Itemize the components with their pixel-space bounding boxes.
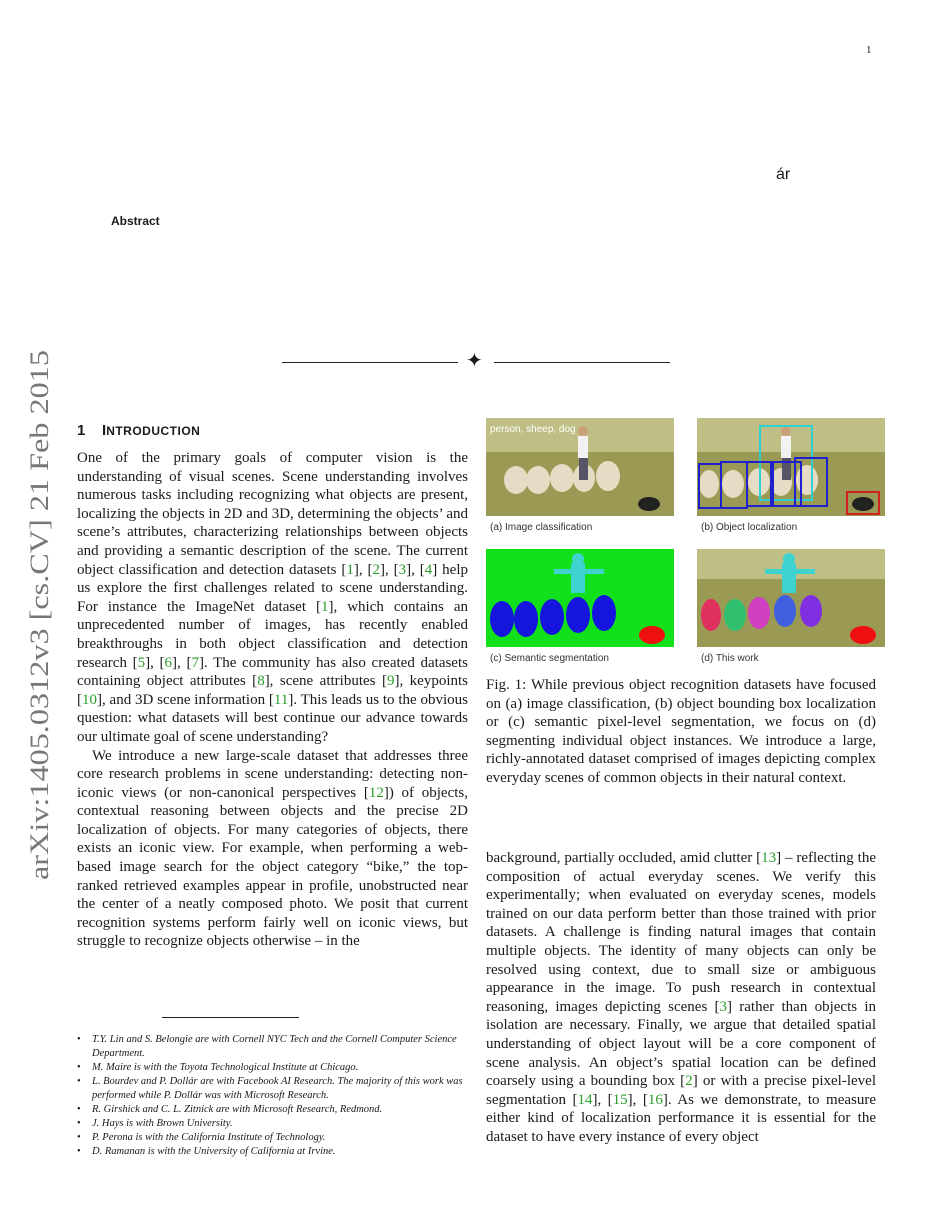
panel-label: (c) Semantic segmentation xyxy=(490,653,609,664)
figure-caption xyxy=(486,676,876,788)
citation-link[interactable]: 4 xyxy=(424,561,433,578)
citation-link[interactable]: 10 xyxy=(82,691,97,708)
footnote-item: • T.Y. Lin and S. Belongie are with Cornell NYC Tech and the Cornell Computer Science Department. xyxy=(77,1033,468,1061)
arxiv-stamp xyxy=(18,340,56,880)
citation-link[interactable]: 12 xyxy=(368,784,384,801)
citation-link[interactable]: 1 xyxy=(346,561,354,578)
citation-link[interactable]: 2 xyxy=(685,1073,693,1090)
citation-link[interactable]: 2 xyxy=(372,561,380,578)
paragraph-1: One of the primary goals of computer vision is the understanding of visual scenes. Scene understanding involves numerous tasks including recognizing what objects are present, localizing the objects in 2D and 3D, determining the objects’ and scene’s attributes, characterizing relationships between objects and providing a semantic description of the scene. The current object classification and detection datasets [1], [2], [3], [4] help us explore the first challenges related to scene understanding. For instance the ImageNet dataset [1], which contains an unprecedented number of images, has recently enabled breakthroughs in both object classification and detection research [5], [6], [7]. The community has also created datasets containing object attributes [8], scene attributes [9], keypoints [10], and 3D scene information [11]. This leads us to the obvious question: what datasets will best continue our advance towards our ultimate goal of scene understanding? xyxy=(77,450,469,745)
citation-link[interactable]: 6 xyxy=(164,654,173,671)
figure-1 xyxy=(486,418,886,668)
citation-link[interactable]: 14 xyxy=(577,1091,593,1108)
segmentation-image xyxy=(486,549,674,647)
panel-semantic-segmentation xyxy=(486,549,674,647)
section-title-rest: NTRODUCTION xyxy=(106,424,201,438)
citation-link[interactable]: 3 xyxy=(398,561,407,578)
separator-rule-left xyxy=(282,362,458,363)
right-column xyxy=(486,849,876,1147)
citation-link[interactable]: 13 xyxy=(761,850,777,866)
photo-image xyxy=(697,418,885,516)
citation-link[interactable]: 9 xyxy=(386,673,395,690)
abstract-heading: Abstract xyxy=(111,214,160,228)
section-heading xyxy=(77,422,200,439)
panel-this-work xyxy=(697,549,885,647)
left-column xyxy=(77,449,468,951)
citation-link[interactable]: 8 xyxy=(257,673,265,690)
separator-diamond-icon: ✦ xyxy=(466,350,483,372)
footnotes xyxy=(77,1033,468,1159)
paragraph-3: background, partially occluded, amid clutter [13] – reflecting the composition of actual everyday scenes. We verify this experimentally; when evaluated on everyday scenes, models trained on our data perform better than those trained with prior datasets. A challenge is finding natural images that contain multiple objects. The identity of many objects can only be resolved using context, due to small size or ambiguous appearance in the image. To push research in contextual reasoning, images depicting scenes [3] rather than objects in isolation are necessary. Finally, we argue that detailed spatial understanding of object layout will be a core component of scene analysis. An object’s spatial location can be defined coarsely using a bounding box [2] or with a precise pixel-level segmentation [14], [15], [16]. As we demonstrate, to measure either kind of localization performance it is essential for the dataset to have every instance of every object xyxy=(486,850,877,1145)
photo-image xyxy=(486,418,674,516)
panel-label: (a) Image classification xyxy=(490,522,593,533)
citation-link[interactable]: 5 xyxy=(137,654,146,671)
caption-text: Fig. 1: While previous object recognition datasets have focused on (a) image classification, (b) object bounding box localization or (c) semantic pixel-level segmentation, we focus on (d) segmenting individual object instances. We introduce a large, richly-annotated dataset comprised of images depicting complex everyday scenes of common objects in their natural context. xyxy=(486,677,876,786)
section-number: 1 xyxy=(77,422,86,439)
footnote-item: • D. Ramanan is with the University of California at Irvine. xyxy=(77,1145,468,1159)
page-number: 1 xyxy=(866,44,872,56)
section-initial: I xyxy=(102,422,107,439)
citation-link[interactable]: 11 xyxy=(273,691,289,708)
citation-link[interactable]: 1 xyxy=(321,598,329,615)
panel-image-classification xyxy=(486,418,674,516)
footnote-item: • P. Perona is with the California Institute of Technology. xyxy=(77,1131,468,1145)
panel-label: (b) Object localization xyxy=(701,522,798,533)
footnote-item: • M. Maire is with the Toyota Technological Institute at Chicago. xyxy=(77,1061,468,1075)
footnote-item: • J. Hays is with Brown University. xyxy=(77,1117,468,1131)
panel-object-localization xyxy=(697,418,885,516)
title-fragment: ár xyxy=(776,166,791,183)
overlay-label: person, sheep, dog xyxy=(490,424,576,435)
footnote-item: • R. Girshick and C. L. Zitnick are with Microsoft Research, Redmond. xyxy=(77,1103,468,1117)
citation-link[interactable]: 7 xyxy=(191,654,199,671)
paragraph-2: We introduce a new large-scale dataset that addresses three core research problems in scene understanding: detecting non-iconic views (or non-canonical perspectives [12]) of objects, contextual reasoning between objects and the precise 2D localization of objects. For many categories of objects, there exists an iconic view. For example, when performing a web-based image search for the object category “bike,” the top-ranked retrieved examples appear in profile, unobstructed near the center of a neatly composed photo. We posit that current recognition systems perform fairly well on iconic views, but struggle to recognize objects otherwise – in the xyxy=(77,747,468,950)
citation-link[interactable]: 16 xyxy=(647,1091,663,1108)
citation-link[interactable]: 3 xyxy=(719,998,728,1015)
panel-label: (d) This work xyxy=(701,653,759,664)
citation-link[interactable]: 15 xyxy=(612,1091,628,1108)
separator-rule-right xyxy=(494,362,670,363)
footnote-rule xyxy=(162,1017,299,1018)
footnote-item: • L. Bourdev and P. Dollár are with Facebook AI Research. The majority of this work was performed while P. Dollár was with Microsoft Research. xyxy=(77,1075,468,1103)
instance-segmentation-image xyxy=(697,549,885,647)
arxiv-stamp-text: arXiv:1405.0312v3 [cs.CV] 21 Feb 2015 xyxy=(25,452,54,880)
